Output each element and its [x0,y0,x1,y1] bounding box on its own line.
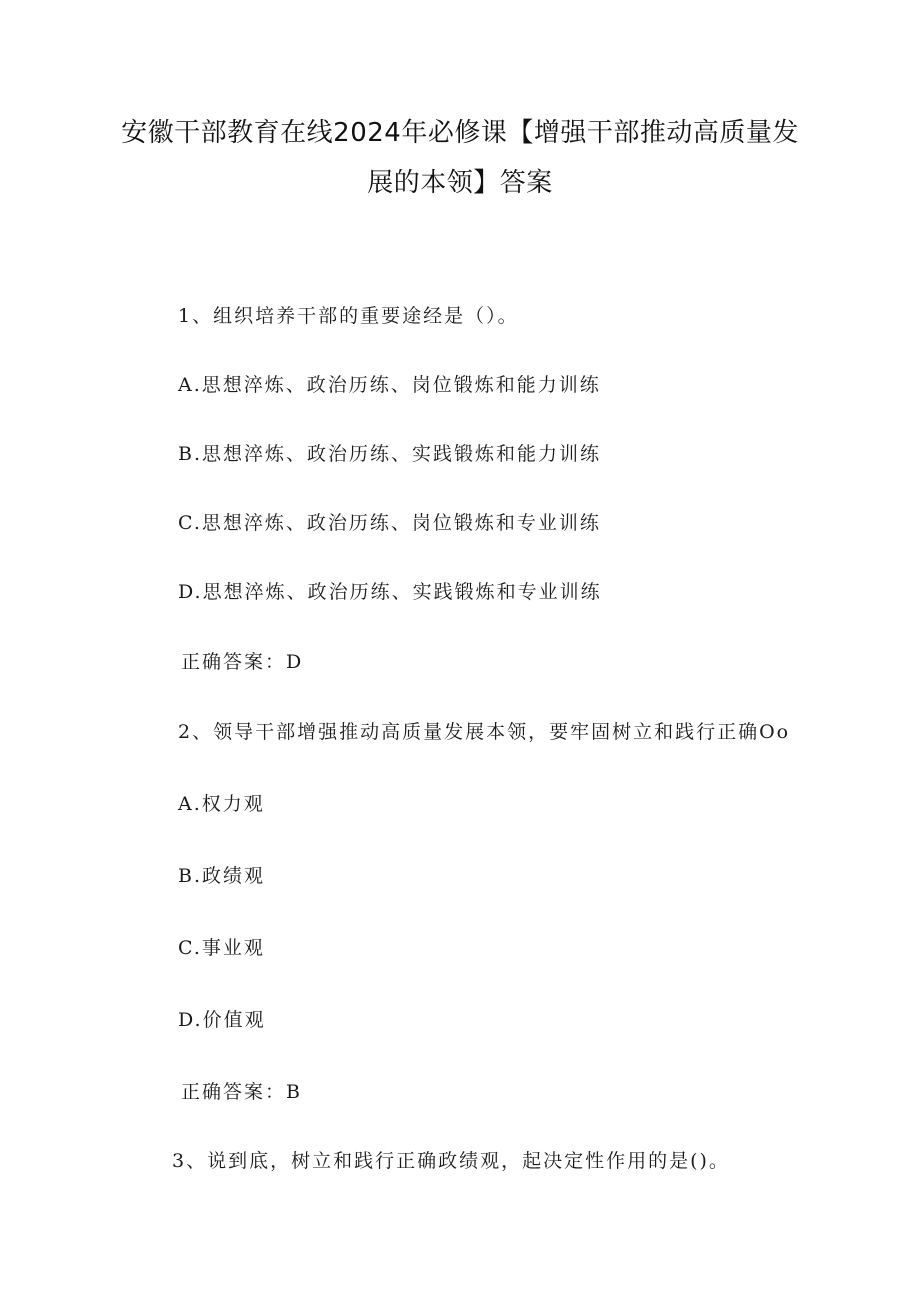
question-1-option-c: C.思想淬炼、政治历练、岗位锻炼和专业训练 [178,512,601,534]
question-1-option-a: A.思想淬炼、政治历练、岗位锻炼和能力训练 [178,374,601,396]
question-2-option-a: A.权力观 [178,793,265,815]
question-1-option-d: D.思想淬炼、政治历练、实践锻炼和专业训练 [178,581,602,603]
page-title: 安徽干部教育在线2024年必修课【增强干部推动高质量发展的本领】答案 [121,118,799,198]
question-2-stem: 2、领导干部增强推动高质量发展本领，要牢固树立和践行正确Oo [178,721,791,743]
question-2-option-b: B.政绩观 [178,865,266,887]
question-1-stem: 1、组织培养干部的重要途经是（）。 [178,305,519,327]
question-2-option-c: C.事业观 [178,937,265,959]
question-2-option-d: D.价值观 [178,1009,266,1031]
question-1-option-b: B.思想淬炼、政治历练、实践锻炼和能力训练 [178,443,602,465]
question-1-answer: 正确答案：D [181,651,304,673]
question-2-answer: 正确答案：B [181,1081,302,1103]
question-3-stem: 3、说到底，树立和践行正确政绩观，起决定性作用的是()。 [172,1150,730,1172]
